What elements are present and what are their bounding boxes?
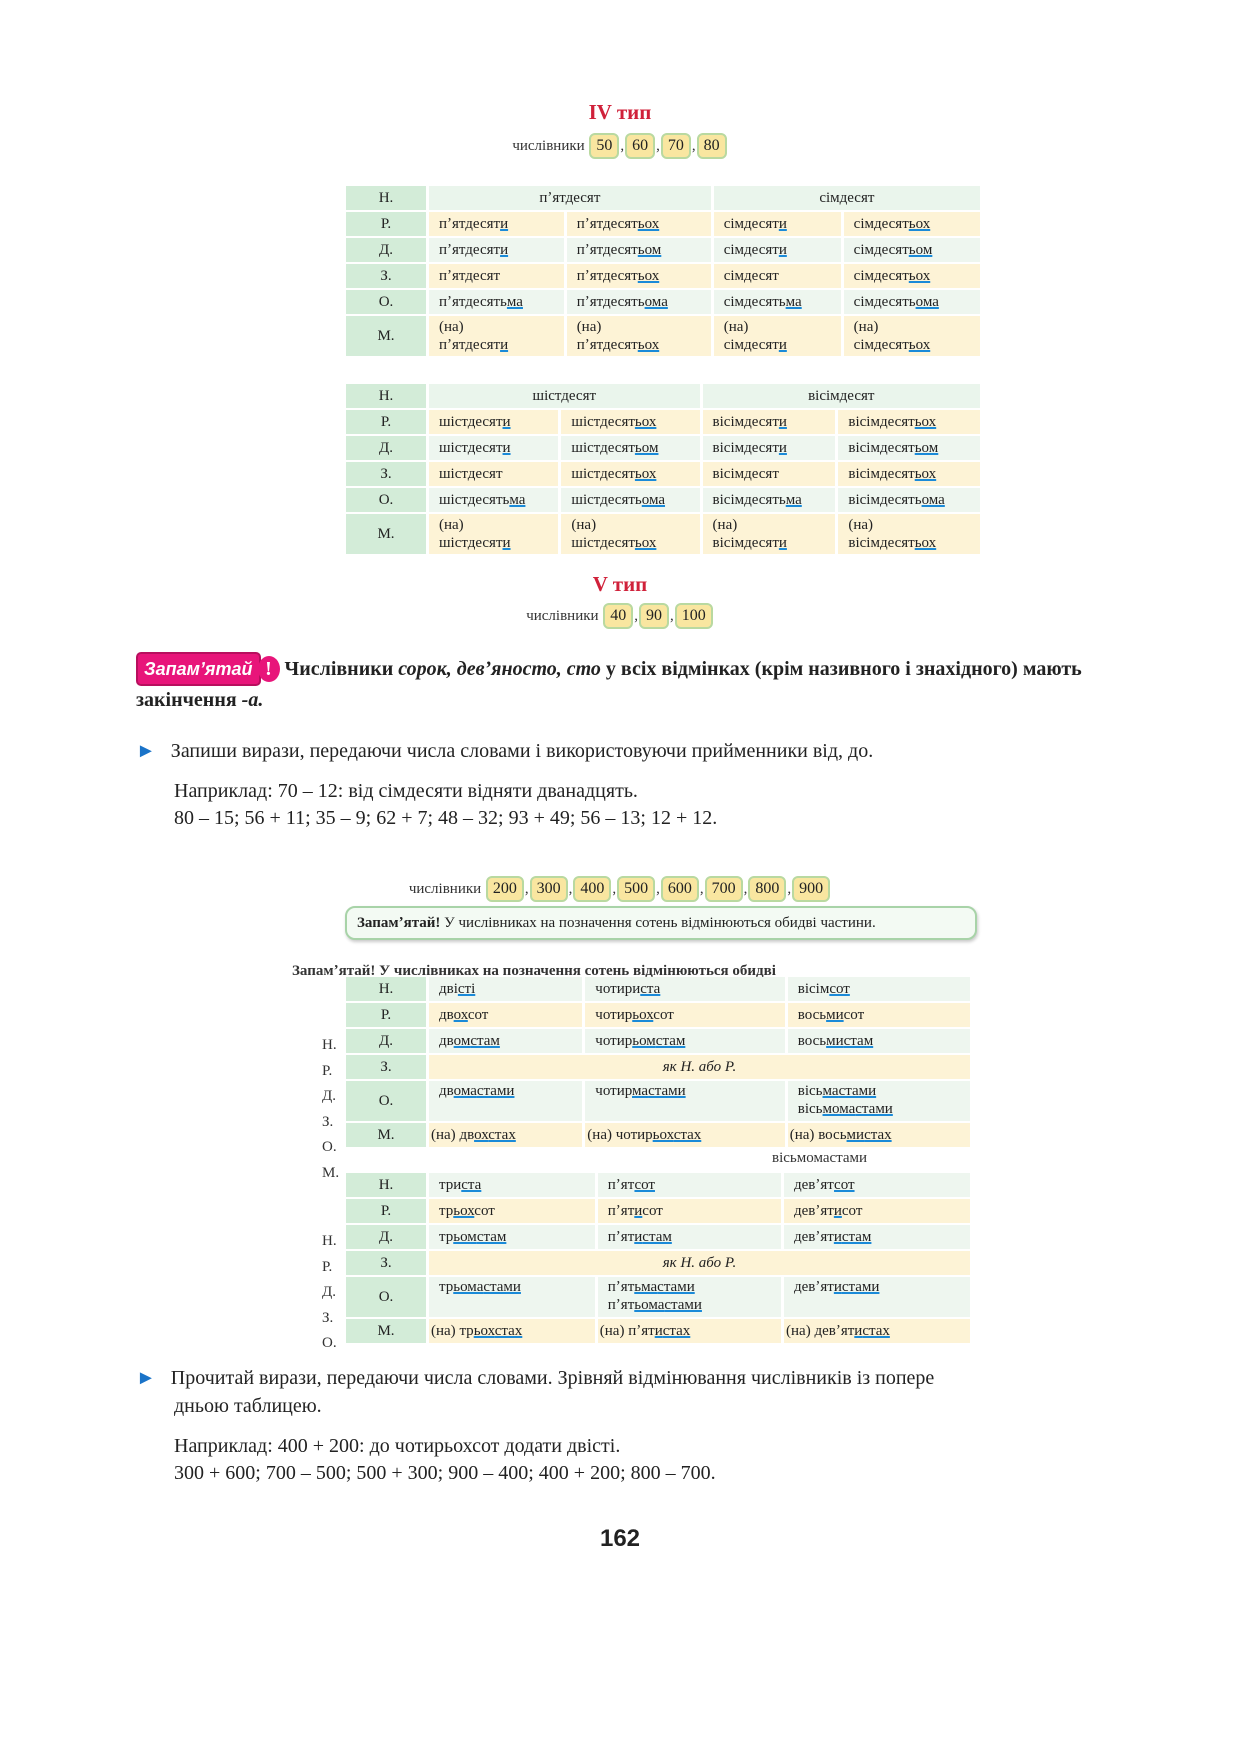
case-label: Р. — [346, 1199, 426, 1223]
declension-cell: восьмистам — [788, 1029, 970, 1053]
declension-cell: пʼятистам — [598, 1225, 781, 1249]
ghost-case-label: Д. — [322, 1088, 336, 1104]
rule-text-cont: у всіх відмінках (крім називного і знахідного) мають закінчення — [136, 658, 1082, 711]
case-label: Р. — [346, 410, 426, 434]
declension-cell: (на) сімдесяти — [714, 316, 841, 356]
case-label: М. — [346, 1319, 426, 1343]
declension-cell: вісімдесяти — [703, 410, 836, 434]
declension-table-200-400-800 — [343, 975, 973, 1149]
declension-cell: шістдесятьох — [561, 410, 699, 434]
ghost-case-label: М. — [322, 1164, 340, 1181]
case-label: О. — [346, 488, 426, 512]
remember-rule — [136, 652, 1106, 714]
declension-cell: трьомстам — [429, 1225, 595, 1249]
declension-cell: вісімсот — [788, 977, 970, 1001]
type-5-numbers: числівники 40 , 90 , 100 — [0, 603, 1240, 629]
case-label: З. — [346, 1055, 426, 1079]
declension-cell: (на) двохстах — [429, 1123, 582, 1147]
case-label: О. — [346, 1277, 426, 1317]
rule-ending: -а. — [241, 689, 264, 711]
table-row — [346, 264, 980, 288]
ghost-case-label: З. — [322, 1309, 334, 1326]
declension-cell: (на) вісімдесятьох — [838, 514, 980, 554]
declension-cell: пʼятисот — [598, 1199, 781, 1223]
remember-badge: Запамʼятай — [136, 652, 261, 686]
declension-cell: пʼятдесят — [429, 264, 564, 288]
declension-table-300-500-900 — [343, 1171, 973, 1345]
table-row — [346, 290, 980, 314]
declension-cell: сімдесятьох — [844, 212, 980, 236]
declension-cell: як Н. або Р. — [429, 1251, 970, 1275]
numeral-chip: 40 — [603, 603, 633, 629]
ghost-case-label: Р. — [322, 1062, 333, 1079]
declension-cell: шістдесятьох — [561, 462, 699, 486]
triangle-bullet-icon: ► — [136, 740, 156, 762]
declension-cell: шістдесяти — [429, 436, 558, 460]
ghost-case-label: Р. — [322, 1258, 333, 1275]
table-row — [346, 1055, 970, 1079]
declension-cell: восьмисот — [788, 1003, 970, 1027]
declension-cell: пʼятьмастами пʼятьомастами — [598, 1277, 781, 1317]
hundreds-numbers: числівники 200 , 300 , 400 , 500 , 600 , 700 , 800 , 900 — [0, 876, 1240, 902]
case-label: М. — [346, 316, 426, 356]
declension-cell: пʼятдесятьом — [567, 238, 711, 262]
task-1-instruction: Запиши вирази, передаючи числа словами і використовуючи прийменники від, до. — [170, 740, 874, 762]
numeral-chip: 50 — [589, 133, 619, 159]
declension-cell: двомстам — [429, 1029, 582, 1053]
numeral-chip: 80 — [697, 133, 727, 159]
declension-cell: пʼятдесяти — [429, 238, 564, 262]
case-label: М. — [346, 514, 426, 554]
rule-text: Числівники — [284, 658, 399, 680]
declension-cell: як Н. або Р. — [429, 1055, 970, 1079]
declension-cell: девʼятистами — [784, 1277, 970, 1317]
hundred-chip: 700 — [705, 876, 743, 902]
hundred-chip: 800 — [748, 876, 786, 902]
declension-cell: (на) пʼятистах — [598, 1319, 781, 1343]
table-row — [346, 436, 980, 460]
declension-cell: сімдесятьма — [714, 290, 841, 314]
case-label: Д. — [346, 1225, 426, 1249]
declension-cell: двохсот — [429, 1003, 582, 1027]
case-label: Н. — [346, 186, 426, 210]
case-label: Д. — [346, 238, 426, 262]
declension-cell: пʼятдесятьома — [567, 290, 711, 314]
hundred-chip: 400 — [573, 876, 611, 902]
rule-words: сорок, девʼяносто, сто — [398, 658, 601, 680]
task-2 — [136, 1365, 1116, 1392]
case-label: О. — [346, 290, 426, 314]
case-label: Н. — [346, 1173, 426, 1197]
table-row — [346, 1199, 970, 1223]
table-row — [346, 514, 980, 554]
numerals-label: числівники — [408, 881, 482, 897]
case-label: Р. — [346, 1003, 426, 1027]
ghost-case-label: Н. — [322, 1233, 337, 1249]
declension-table-60-80 — [343, 382, 983, 556]
task-2-instruction-cont: дньою таблицею. — [174, 1395, 322, 1417]
declension-cell: (на) пʼятдесятьох — [567, 316, 711, 356]
table-row — [346, 410, 980, 434]
declension-cell: сімдесятьома — [844, 290, 980, 314]
declension-cell: чотириста — [585, 977, 784, 1001]
declension-cell: шістдесяти — [429, 410, 558, 434]
numerals-label: числівники — [512, 138, 585, 154]
column-header: вісімдесят — [703, 384, 980, 408]
remember-box-text: У числівниках на позначення сотень відмінюються обидві частини. — [440, 915, 876, 931]
task-1 — [136, 738, 1116, 765]
declension-cell: (на) сімдесятьох — [844, 316, 980, 356]
numeral-chip: 90 — [639, 603, 669, 629]
type-5-title: V тип — [592, 572, 648, 596]
declension-cell: пʼятдесятьох — [567, 212, 711, 236]
declension-cell: сімдесят — [714, 264, 841, 288]
case-label: Д. — [346, 436, 426, 460]
table-row — [346, 1081, 970, 1121]
declension-cell: вісімдесятьох — [838, 410, 980, 434]
declension-cell: триста — [429, 1173, 595, 1197]
table-row — [346, 1225, 970, 1249]
declension-cell: сімдесяти — [714, 238, 841, 262]
case-label: Р. — [346, 212, 426, 236]
column-header: сімдесят — [714, 186, 980, 210]
table-row — [346, 1319, 970, 1343]
column-header: шістдесят — [429, 384, 700, 408]
ghost-case-label: З. — [322, 1113, 334, 1130]
declension-cell: пʼятсот — [598, 1173, 781, 1197]
ghost-case-label: Н. — [322, 1037, 337, 1053]
case-label: М. — [346, 1123, 426, 1147]
declension-cell: вісімдесятьох — [838, 462, 980, 486]
table-row — [346, 977, 970, 1001]
remember-box — [345, 906, 977, 940]
declension-cell: пʼятдесяти — [429, 212, 564, 236]
table-row — [346, 316, 980, 356]
declension-cell: шістдесятьма — [429, 488, 558, 512]
table-row — [346, 1173, 970, 1197]
numeral-chip: 60 — [625, 133, 655, 159]
exclamation-icon: ! — [258, 656, 280, 682]
declension-cell: шістдесят — [429, 462, 558, 486]
task-1-example: Наприклад: 70 – 12: від сімдесяти відняти дванадцять. — [174, 780, 638, 802]
task-1-expressions: 80 – 15; 56 + 11; 35 – 9; 62 + 7; 48 – 32; 93 + 49; 56 – 13; 12 + 12. — [174, 807, 718, 829]
table-row — [346, 1123, 970, 1147]
table-row — [346, 462, 980, 486]
table-row — [346, 1251, 970, 1275]
declension-cell: вісімдесятьма — [703, 488, 836, 512]
numeral-chip: 100 — [675, 603, 713, 629]
declension-cell: шістдесятьом — [561, 436, 699, 460]
declension-cell: вісімдесяти — [703, 436, 836, 460]
declension-cell: вісімдесятьом — [838, 436, 980, 460]
declension-cell: (на) шістдесяти — [429, 514, 558, 554]
declension-cell: (на) пʼятдесяти — [429, 316, 564, 356]
case-label: З. — [346, 462, 426, 486]
table-row — [346, 488, 980, 512]
hundred-chip: 600 — [661, 876, 699, 902]
declension-cell: чотирьомстам — [585, 1029, 784, 1053]
table-row — [346, 1029, 970, 1053]
declension-cell: (на) восьмистах — [788, 1123, 970, 1147]
declension-cell: (на) девʼятистах — [784, 1319, 970, 1343]
table-row — [346, 238, 980, 262]
task-2-example: Наприклад: 400 + 200: до чотирьохсот додати двісті. — [174, 1435, 621, 1457]
page-number: 162 — [599, 1525, 641, 1552]
task-2-expressions: 300 + 600; 700 – 500; 500 + 300; 900 – 400; 400 + 200; 800 – 700. — [174, 1462, 716, 1484]
type-4-numbers: числівники 50 , 60 , 70 , 80 — [0, 133, 1240, 159]
ghost-word: вісьмомастами — [772, 1150, 868, 1166]
declension-cell: сімдесятьом — [844, 238, 980, 262]
declension-table-50-70 — [343, 184, 983, 358]
case-label: З. — [346, 1251, 426, 1275]
declension-cell: (на) вісімдесяти — [703, 514, 836, 554]
declension-cell: сімдесяти — [714, 212, 841, 236]
ghost-case-label: О. — [322, 1139, 337, 1155]
declension-cell: двісті — [429, 977, 582, 1001]
declension-cell: вісімдесят — [703, 462, 836, 486]
case-label: Н. — [346, 384, 426, 408]
numerals-label: числівники — [526, 608, 599, 624]
ghost-case-label: О. — [322, 1335, 337, 1351]
ghost-case-label: Д. — [322, 1284, 336, 1300]
declension-cell: (на) чотирьохстах — [585, 1123, 784, 1147]
ghost-text-line: Запамʼятай! У числівниках на позначення сотень відмінюються обидві — [292, 963, 776, 977]
numeral-chip: 70 — [661, 133, 691, 159]
remember-box-label: Запамʼятай! — [357, 915, 441, 931]
declension-cell: трьомастами — [429, 1277, 595, 1317]
task-2-instruction: Прочитай вирази, передаючи числа словами. Зрівняй відмінювання числівників із попере — [170, 1367, 935, 1389]
case-label: З. — [346, 264, 426, 288]
declension-cell: девʼятсот — [784, 1173, 970, 1197]
declension-cell: трьохсот — [429, 1199, 595, 1223]
declension-cell: вісімдесятьома — [838, 488, 980, 512]
type-4-title: IV тип — [588, 100, 652, 124]
hundred-chip: 200 — [486, 876, 524, 902]
declension-cell: вісьмастами вісьмомастами — [788, 1081, 970, 1121]
table-row — [346, 1277, 970, 1317]
declension-cell: (на) шістдесятьох — [561, 514, 699, 554]
case-label: О. — [346, 1081, 426, 1121]
hundred-chip: 300 — [530, 876, 568, 902]
column-header: пʼятдесят — [429, 186, 711, 210]
hundred-chip: 500 — [617, 876, 655, 902]
declension-cell: пʼятдесятьма — [429, 290, 564, 314]
hundred-chip: 900 — [792, 876, 830, 902]
declension-cell: сімдесятьох — [844, 264, 980, 288]
declension-cell: девʼятисот — [784, 1199, 970, 1223]
table-row — [346, 212, 980, 236]
declension-cell: шістдесятьома — [561, 488, 699, 512]
declension-cell: девʼятистам — [784, 1225, 970, 1249]
case-label: Д. — [346, 1029, 426, 1053]
declension-cell: (на) трьохстах — [429, 1319, 595, 1343]
declension-cell: чотирмастами — [585, 1081, 784, 1121]
declension-cell: чотирьохсот — [585, 1003, 784, 1027]
case-label: Н. — [346, 977, 426, 1001]
table-row — [346, 1003, 970, 1027]
triangle-bullet-icon: ► — [136, 1367, 156, 1389]
declension-cell: пʼятдесятьох — [567, 264, 711, 288]
declension-cell: двомастами — [429, 1081, 582, 1121]
